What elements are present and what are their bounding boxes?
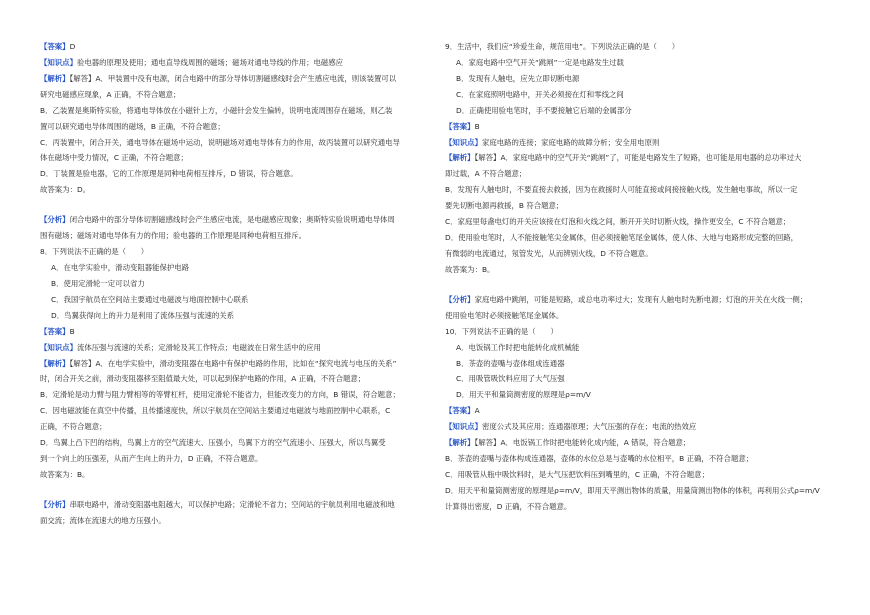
line-text: D．丁装置是验电器，它的工作原理是同种电荷相互排斥，D 错误，符合题意。 [40,169,298,179]
text-line [40,122,440,133]
line-text: 正确，不符合题意； [40,422,107,432]
q8-analysis [40,359,440,481]
text-line [445,217,845,228]
q9-analysis [445,153,845,275]
text-line [445,454,845,465]
q9-knowledge: 【知识点】家庭电路的连接；家庭电路的故障分析；安全用电原则 [445,137,660,147]
line-text: B．茶壶的壶嘴与壶体构成连通器，壶体的水位总是与壶嘴的水位相平，B 正确，不符合题意； [445,454,754,464]
q8-options [40,263,440,322]
section-tag: 【分析】 [40,215,70,225]
line-text: 故答案为：B。 [40,469,90,479]
option-item: D．正确使用验电笔时，手不要接触它后端的金属部分 [456,105,632,115]
q10-knowledge: 【知识点】密度公式及其应用；连通器原理；大气压强的存在；电流的热效应 [445,422,697,432]
option-item: A．家庭电路中空气开关“跳闸”一定是电路发生过载 [456,57,624,67]
text-line [40,231,440,242]
text-line [445,169,845,180]
text-line [40,454,440,465]
line-text: 体在磁场中受力情况，C 正确，不符合题意； [40,153,188,163]
text-line [40,422,440,433]
text-line [445,311,845,322]
section-tag: 【解析】 [445,438,475,448]
option-item: A．电饭锅工作时把电能转化成机械能 [456,342,580,352]
q8-knowledge: 【知识点】流体压强与流速的关系；定滑轮及其工作特点；电磁波在日常生活中的应用 [40,342,321,352]
text-line [40,359,440,370]
section-tag: 【解析】 [40,73,70,83]
text-line [40,138,440,149]
line-text: B．乙装置是奥斯特实验，将通电导体放在小磁针上方，小磁针会发生偏转，说明电流周围存在磁场，则乙装 [40,105,393,115]
line-text: C．因电磁波能在真空中传播，且传播速度快，所以宇航员在空间站主要通过电磁波与地面控制中心联系，C [40,406,391,416]
q9-answer: 【答案】B [445,121,480,131]
text-line [40,374,440,385]
option-item: B．使用定滑轮一定可以省力 [51,278,145,288]
line-text: 面交流；流体在流速大的地方压强小。 [40,515,166,525]
text-line [40,185,440,196]
line-text: 【解答】A．在电学实验中，滑动变阻器在电路中有保护电路的作用，比如在“探究电流与电压的关系” [69,358,397,368]
line-text: 置可以研究通电导体周围的磁场，B 正确，不符合题意； [40,121,225,131]
text-line [445,185,845,196]
text-line [40,390,440,401]
line-text: 时，闭合开关之前，滑动变阻器移至阻值最大处，可以起到保护电路的作用，A 正确，不符合题意； [40,374,366,384]
option-item: C．我国宇航员在空间站主要通过电磁波与地面控制中心联系 [51,294,249,304]
section-tag: 【解析】 [40,358,70,368]
text-line [445,201,845,212]
line-text: 【解答】A．电饭锅工作时把电能转化成内能，A 错误，符合题意； [474,438,691,448]
line-text: 【解答】A．甲装置中没有电源，闭合电路中的部分导体切割磁感线时会产生感应电流，则该装置可以 [69,73,397,83]
text-line [40,153,440,164]
text-line [445,502,845,513]
line-text: 到一个向上的压强差，从而产生向上的升力，D 正确，不符合题意。 [40,454,263,464]
line-text: 计算得出密度，D 正确，不符合题意。 [445,501,572,511]
q10-analysis [445,438,845,512]
q8-summary [40,500,440,527]
line-text: 研究电磁感应现象，A 正确，不符合题意； [40,89,181,99]
line-text: D．用天平和量筒测密度的原理是ρ=m/V，即用天平测出物体的质量，用量筒测出物体的体积，再利用公式ρ=m/V [445,485,820,495]
text-line [445,153,845,164]
q10-title: 10．下列说法不正确的是（ ） [445,326,558,336]
right-column [445,42,845,518]
q8-title: 8．下列说法不正确的是（ ） [40,247,149,257]
line-text: 串联电路中，滑动变阻器电阻越大，可以保护电路；定滑轮不省力；空间站的宇航员利用电磁波和地 [69,499,395,509]
q9-title: 9．生活中，我们应“珍爱生命，规范用电”。下列说法正确的是（ ） [445,42,680,51]
q10-answer: 【答案】A [445,406,480,416]
line-text: B．发现有人触电时，不要直接去救援，因为在救援时人可能直接或间接接触火线，发生触电事故，所以一定 [445,185,798,195]
q7-knowledge: 【知识点】验电器的原理及使用；通电直导线周围的磁场；磁场对通电导线的作用；电磁感应 [40,57,344,67]
left-column [40,42,440,532]
q9-options [445,58,845,117]
text-line [40,406,440,417]
q9-summary [445,295,845,322]
text-line [445,265,845,276]
line-text: C．丙装置中，闭合开关，通电导体在磁场中运动，说明磁场对通电导体有力的作用，故丙装置可以研究通电导 [40,137,400,147]
text-line [40,215,440,226]
text-line [40,500,440,511]
line-text: 故答案为：D。 [40,185,91,195]
text-line [445,486,845,497]
line-text: D．使用验电笔时，人不能接触笔尖金属体，但必须接触笔尾金属体，使人体、大地与电路形成完整的回路， [445,233,799,243]
option-item: B．茶壶的壶嘴与壶体组成连通器 [456,358,565,368]
q7-analysis [40,74,440,196]
line-text: 【解答】A．家庭电路中的空气开关“跳闸”了，可能是电路发生了短路，也可能是用电器的总功率过大 [474,153,802,163]
option-item: C．用吸管吸饮料应用了大气压强 [456,374,565,384]
line-text: 有微弱的电流通过，氖管发光，从而辨别火线，D 不符合题意。 [445,248,653,258]
text-line [40,438,440,449]
option-item: B．发现有人触电，应先立即切断电源 [456,73,580,83]
option-item: D．用天平和量筒测密度的原理是ρ=m/V [456,390,591,400]
text-line [445,470,845,481]
text-line [40,516,440,527]
section-tag: 【解析】 [445,153,475,163]
text-line [445,233,845,244]
text-line [40,470,440,481]
line-text: 即过载，A 不符合题意； [445,169,527,179]
option-item: D．鸟翼获得向上的升力是利用了流体压强与流速的关系 [51,310,235,320]
line-text: B．定滑轮是动力臂与阻力臂相等的等臂杠杆，使用定滑轮不能省力，但能改变力的方向，B 错误，符合题意； [40,390,400,400]
text-line [445,438,845,449]
text-line [40,106,440,117]
line-text: 围有磁场；磁场对通电导体有力的作用；验电器的工作原理是同种电荷相互排斥。 [40,231,307,241]
line-text: 故答案为：B。 [445,264,495,274]
line-text: 使用验电笔时必须接触笔尾金属体。 [445,310,564,320]
section-tag: 【分析】 [40,499,70,509]
text-line [40,90,440,101]
q7-summary [40,215,440,242]
q7-answer: 【答案】D [40,42,76,51]
line-text: C．用吸管从瓶中吸饮料时，是大气压把饮料压到嘴里的，C 正确，不符合题意； [445,469,709,479]
text-line [40,169,440,180]
q8-answer: 【答案】B [40,326,75,336]
line-text: 闭合电路中的部分导体切割磁感线时会产生感应电流，是电磁感应现象；奥斯特实验说明通电导体周 [69,215,395,225]
text-line [445,295,845,306]
line-text: 家庭电路中跳闸，可能是短路，或总电功率过大；发现有人触电时先断电源；灯泡的开关在火线一侧； [474,294,808,304]
option-item: A．在电学实验中，滑动变阻器能保护电路 [51,262,190,272]
line-text: D．鸟翼上凸下凹的结构，鸟翼上方的空气流速大、压强小，鸟翼下方的空气流速小、压强大，所以鸟翼受 [40,438,386,448]
text-line [445,249,845,260]
line-text: C．家庭里每盏电灯的开关应该接在灯泡和火线之间，断开开关时切断火线，操作更安全，C 不符合题意； [445,217,791,227]
q10-options [445,343,845,402]
section-tag: 【分析】 [445,294,475,304]
option-item: C．在家庭照明电路中，开关必须接在灯和零线之间 [456,89,624,99]
line-text: 要先切断电源再救援，B 符合题意； [445,201,564,211]
text-line [40,74,440,85]
